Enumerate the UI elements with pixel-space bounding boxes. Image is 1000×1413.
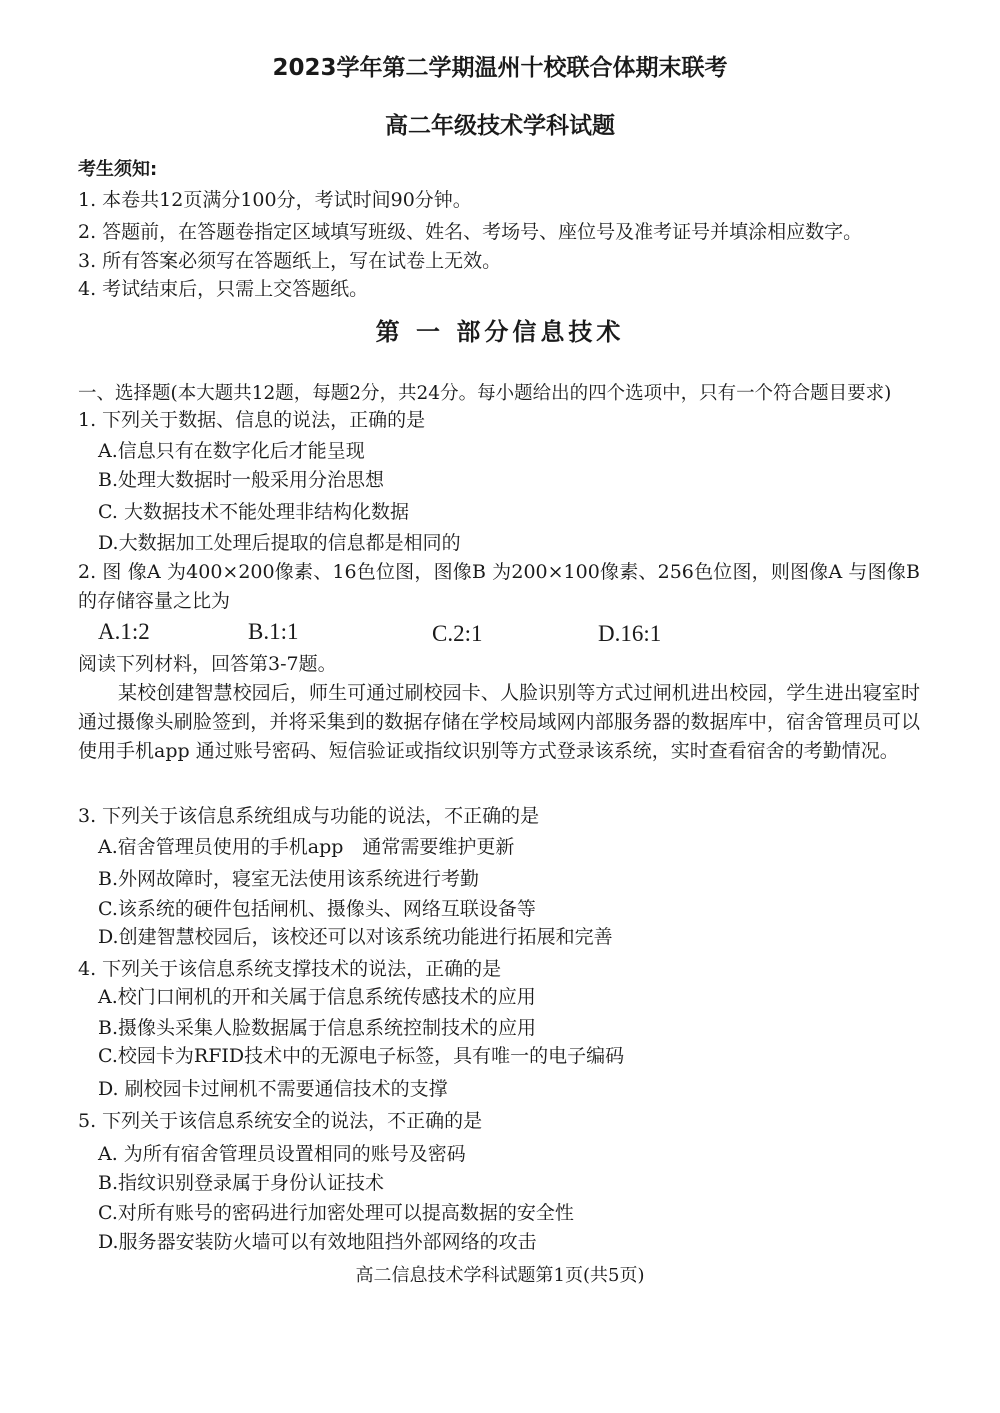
question-3-stem: 3. 下列关于该信息系统组成与功能的说法，不正确的是	[78, 805, 540, 827]
exam-subtitle: 高二年级技术学科试题	[385, 113, 615, 139]
question-2-stem: 2. 图 像A 为400×200像素、16色位图，图像B 为200×100像素、256色位图，则图像A 与图像B的存储容量之比为	[78, 561, 920, 612]
question-1-option-c: C. 大数据技术不能处理非结构化数据	[98, 501, 409, 523]
material-paragraph: 某校创建智慧校园后，师生可通过刷校园卡、人脸识别等方式过闸机进出校园，学生进出寝室时通过摄像头刷脸签到，并将采集到的数据存储在学校局域网内部服务器的数据库中，宿舍管理员可以使用手机app 通过账号密码、短信验证或指纹识别等方式登录该系统，实时查看宿舍的考勤情况。	[78, 682, 920, 762]
notice-item: 1. 本卷共12页满分100分，考试时间90分钟。	[78, 189, 472, 211]
question-5-stem: 5. 下列关于该信息系统安全的说法，不正确的是	[78, 1110, 483, 1132]
question-3-option-b: B.外网故障时，寝室无法使用该系统进行考勤	[98, 868, 480, 890]
exam-title: 2023学年第二学期温州十校联合体期末联考	[272, 55, 728, 81]
material-intro: 阅读下列材料，回答第3-7题。	[78, 653, 337, 675]
question-2-option-b: B.1:1	[248, 619, 299, 644]
question-5-option-c: C.对所有账号的密码进行加密处理可以提高数据的安全性	[98, 1202, 574, 1224]
question-3-option-c: C.该系统的硬件包括闸机、摄像头、网络互联设备等	[98, 898, 536, 920]
question-4-option-a: A.校门口闸机的开和关属于信息系统传感技术的应用	[98, 986, 536, 1008]
section-intro: 一、选择题(本大题共12题，每题2分，共24分。每小题给出的四个选项中，只有一个符合题目要求)	[78, 383, 892, 404]
page-footer: 高二信息技术学科试题第1页(共5页)	[355, 1265, 645, 1286]
notice-item: 2. 答题前，在答题卷指定区域填写班级、姓名、考场号、座位号及准考证号并填涂相应数字。	[78, 221, 863, 243]
question-4-stem: 4. 下列关于该信息系统支撑技术的说法，正确的是	[78, 958, 502, 980]
notice-item: 3. 所有答案必须写在答题纸上，写在试卷上无效。	[78, 250, 502, 272]
question-2-option-a: A.1:2	[98, 619, 150, 644]
question-1-stem: 1. 下列关于数据、信息的说法，正确的是	[78, 409, 426, 431]
question-4-option-d: D. 刷校园卡过闸机不需要通信技术的支撑	[98, 1078, 448, 1100]
question-4-option-c: C.校园卡为RFID技术中的无源电子标签，具有唯一的电子编码	[98, 1045, 625, 1067]
question-5-option-b: B.指纹识别登录属于身份认证技术	[98, 1172, 385, 1194]
notice-heading: 考生须知:	[78, 159, 158, 180]
question-4-option-b: B.摄像头采集人脸数据属于信息系统控制技术的应用	[98, 1017, 537, 1039]
question-3-option-d: D.创建智慧校园后，该校还可以对该系统功能进行拓展和完善	[98, 926, 613, 948]
question-5-option-d: D.服务器安装防火墙可以有效地阻挡外部网络的攻击	[98, 1231, 537, 1253]
notice-item: 4. 考试结束后，只需上交答题纸。	[78, 278, 369, 300]
question-2-option-c: C.2:1	[432, 621, 483, 646]
question-1-option-a: A.信息只有在数字化后才能呈现	[98, 440, 365, 462]
question-2-option-d: D.16:1	[598, 621, 662, 646]
question-5-option-a: A. 为所有宿舍管理员设置相同的账号及密码	[98, 1143, 466, 1165]
question-3-option-a: A.宿舍管理员使用的手机app 通常需要维护更新	[98, 836, 515, 858]
part-title: 第 一 部分信息技术	[375, 318, 625, 346]
question-1-option-d: D.大数据加工处理后提取的信息都是相同的	[98, 532, 461, 554]
question-1-option-b: B.处理大数据时一般采用分治思想	[98, 469, 385, 491]
